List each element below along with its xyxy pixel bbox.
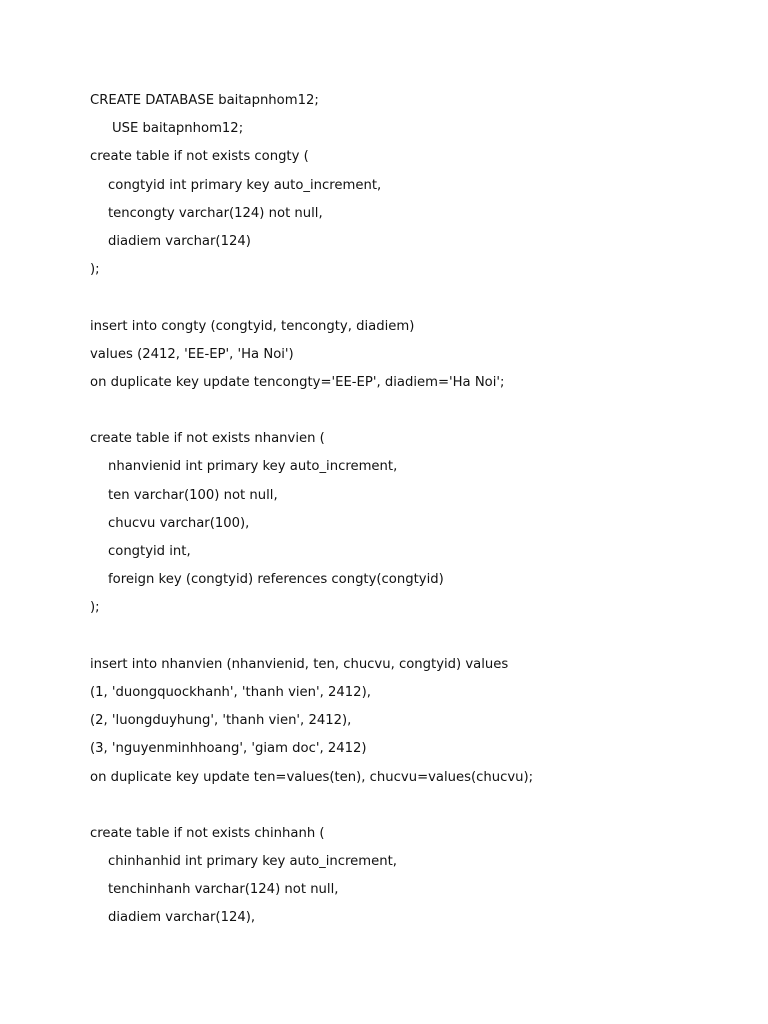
code-line: on duplicate key update ten=values(ten), chucvu=values(chucvu); (90, 769, 534, 785)
code-line: ten varchar(100) not null, (108, 487, 278, 503)
code-line: insert into nhanvien (nhanvienid, ten, chucvu, congtyid) values (90, 656, 509, 672)
code-line: tenchinhanh varchar(124) not null, (108, 882, 339, 898)
code-line: nhanvienid int primary key auto_increment, (108, 459, 398, 475)
sql-code-block (90, 88, 730, 934)
code-line: tencongty varchar(124) not null, (108, 205, 323, 221)
code-line: CREATE DATABASE baitapnhom12; (90, 93, 319, 108)
code-line: on duplicate key update tencongty='EE-EP', diadiem='Ha Noi'; (90, 374, 505, 390)
code-line: (1, 'duongquockhanh', 'thanh vien', 2412), (90, 684, 371, 700)
code-line: insert into congty (congtyid, tencongty, diadiem) (90, 318, 415, 334)
blank-line (90, 793, 730, 821)
code-line: chucvu varchar(100), (108, 515, 250, 531)
code-line: congtyid int, (108, 544, 191, 559)
code-line: foreign key (congtyid) references congty(congtyid) (108, 572, 444, 588)
code-line: values (2412, 'EE-EP', 'Ha Noi') (90, 346, 294, 362)
blank-line (90, 624, 730, 652)
code-line: USE baitapnhom12; (112, 121, 244, 137)
code-line: (3, 'nguyenminhhoang', 'giam doc', 2412) (90, 741, 367, 757)
code-line: diadiem varchar(124), (108, 910, 256, 926)
code-line: create table if not exists congty ( (90, 149, 309, 165)
code-line: ); (90, 600, 100, 616)
blank-line (90, 398, 730, 426)
code-line: diadiem varchar(124) (108, 233, 251, 249)
blank-line (90, 285, 730, 313)
code-line: chinhanhid int primary key auto_increment, (108, 854, 397, 870)
code-line: congtyid int primary key auto_increment, (108, 177, 382, 193)
code-line: (2, 'luongduyhung', 'thanh vien', 2412), (90, 713, 352, 729)
code-line: ); (90, 262, 100, 278)
code-line: create table if not exists nhanvien ( (90, 431, 325, 447)
code-line: create table if not exists chinhanh ( (90, 825, 325, 841)
